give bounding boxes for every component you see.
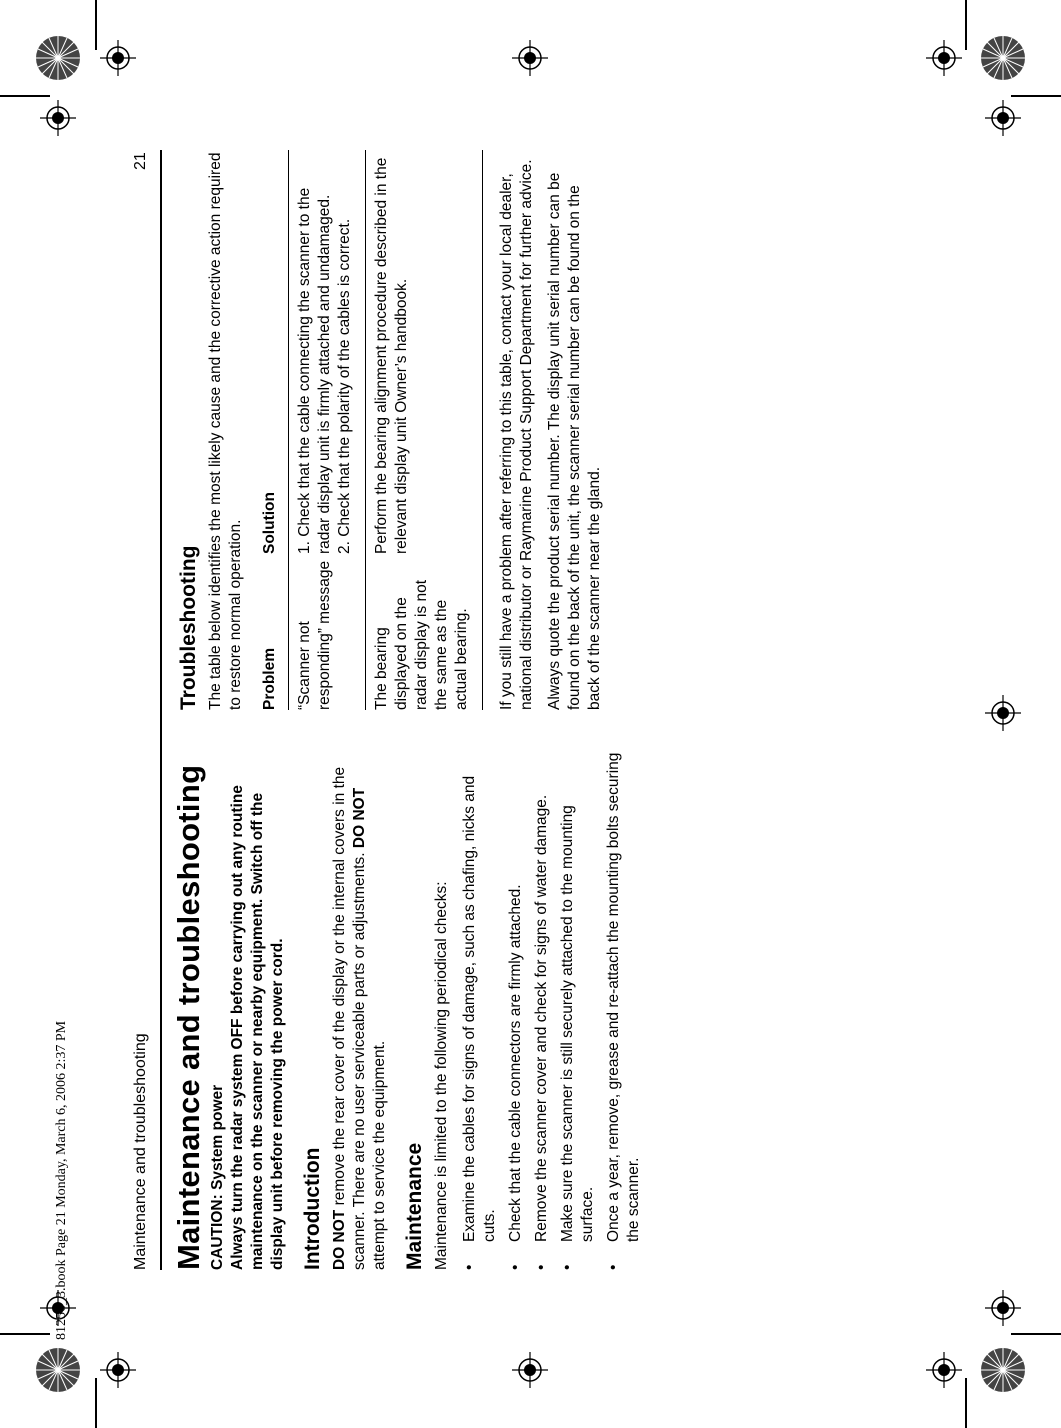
solution-step: 2. Check that the polarity of the cables is correct. — [336, 218, 353, 554]
left-column — [170, 750, 650, 1270]
column-header-solution: Solution — [254, 150, 289, 554]
star-target-icon — [979, 1346, 1027, 1394]
registration-target-icon — [40, 100, 76, 136]
registration-target-icon — [985, 100, 1021, 136]
introduction-heading: Introduction — [301, 1147, 324, 1270]
list-item: • Make sure the scanner is still securely attached to the mounting surface. — [558, 750, 598, 1242]
serial-number-text: Always quote the product serial number. The display unit serial number can be found on the back of the unit, the scanner serial number can be found on the back of the scanner near the gland. — [546, 172, 603, 710]
registration-target-icon — [512, 40, 548, 76]
solution-step: Perform the bearing alignment procedure described in the relevant display unit Owner’s handbook. — [373, 157, 410, 554]
registration-target-icon — [926, 1352, 962, 1388]
maintenance-checklist — [460, 750, 644, 1270]
intro-text-part: remove the rear cover of the display or the internal covers in the scanner. There are no user serviceable parts or adjustments. — [331, 766, 368, 1270]
do-not-label: DO NOT — [331, 1209, 348, 1270]
crop-mark — [95, 0, 97, 50]
solution-step: 1. Check that the cable connecting the scanner to the radar display unit is firmly attached and undamaged. — [296, 187, 333, 554]
page-title: Maintenance and troubleshooting — [171, 764, 206, 1270]
registration-target-icon — [100, 1352, 136, 1388]
registration-target-icon — [985, 1290, 1021, 1326]
crop-mark — [0, 95, 50, 97]
crop-mark — [0, 1333, 50, 1335]
table-row — [366, 150, 483, 710]
further-advice-text: If you still have a problem after referring to this table, contact your local dealer, national distributor or Raymarine Product Support Department for further advice. — [498, 159, 535, 710]
list-item: • Remove the scanner cover and check for signs of water damage. — [532, 750, 552, 1242]
page — [130, 140, 770, 1270]
page-number: 21 — [132, 152, 149, 170]
problem-cell: The bearing displayed on the radar display is not the same as the actual bearing. — [366, 554, 483, 710]
header-rule — [160, 150, 162, 1270]
right-column — [176, 150, 613, 710]
caution-text: Always turn the radar system OFF before carrying out any routine maintenance on the scanner or nearby equipment. Switch off the display unit before removing the power cord. — [229, 785, 286, 1270]
troubleshooting-intro: The table below identifies the most likely cause and the corrective action required to restore normal operation. — [207, 152, 244, 710]
list-item: • Once a year, remove, grease and re-attach the mounting bolts securing the scanner. — [604, 750, 644, 1242]
maintenance-heading: Maintenance — [403, 1142, 426, 1270]
book-stamp: 81256_3.book Page 21 Monday, March 6, 2006 2:37 PM — [54, 1020, 69, 1340]
crop-mark — [95, 1378, 97, 1428]
crop-mark — [965, 0, 967, 50]
list-item: • Examine the cables for signs of damage, such as chafing, nicks and cuts. — [460, 750, 500, 1242]
star-target-icon — [34, 1346, 82, 1394]
do-not-label: DO NOT — [351, 787, 368, 849]
crop-mark — [965, 1378, 967, 1428]
troubleshooting-table — [254, 150, 483, 710]
registration-target-icon — [512, 1352, 548, 1388]
column-header-problem: Problem — [254, 554, 289, 710]
registration-target-icon — [100, 40, 136, 76]
maintenance-intro: Maintenance is limited to the following periodical checks: — [433, 881, 450, 1270]
solution-cell — [366, 150, 483, 554]
caution-box — [208, 750, 288, 1270]
table-row — [289, 150, 366, 710]
star-target-icon — [979, 34, 1027, 82]
registration-target-icon — [985, 695, 1021, 731]
crop-mark — [1011, 1333, 1061, 1335]
star-target-icon — [34, 34, 82, 82]
problem-cell: “Scanner not responding” message — [289, 554, 366, 710]
caution-label: CAUTION: System power — [209, 1084, 226, 1270]
introduction-text — [330, 750, 390, 1270]
crop-mark — [1011, 95, 1061, 97]
list-item: • Check that the cable connectors are firmly attached. — [506, 750, 526, 1242]
solution-cell — [289, 150, 366, 554]
intro-text-part: attempt to service the equipment. — [371, 1040, 388, 1270]
running-head: Maintenance and troubleshooting — [132, 1033, 149, 1270]
troubleshooting-heading: Troubleshooting — [177, 545, 200, 710]
registration-target-icon — [926, 40, 962, 76]
